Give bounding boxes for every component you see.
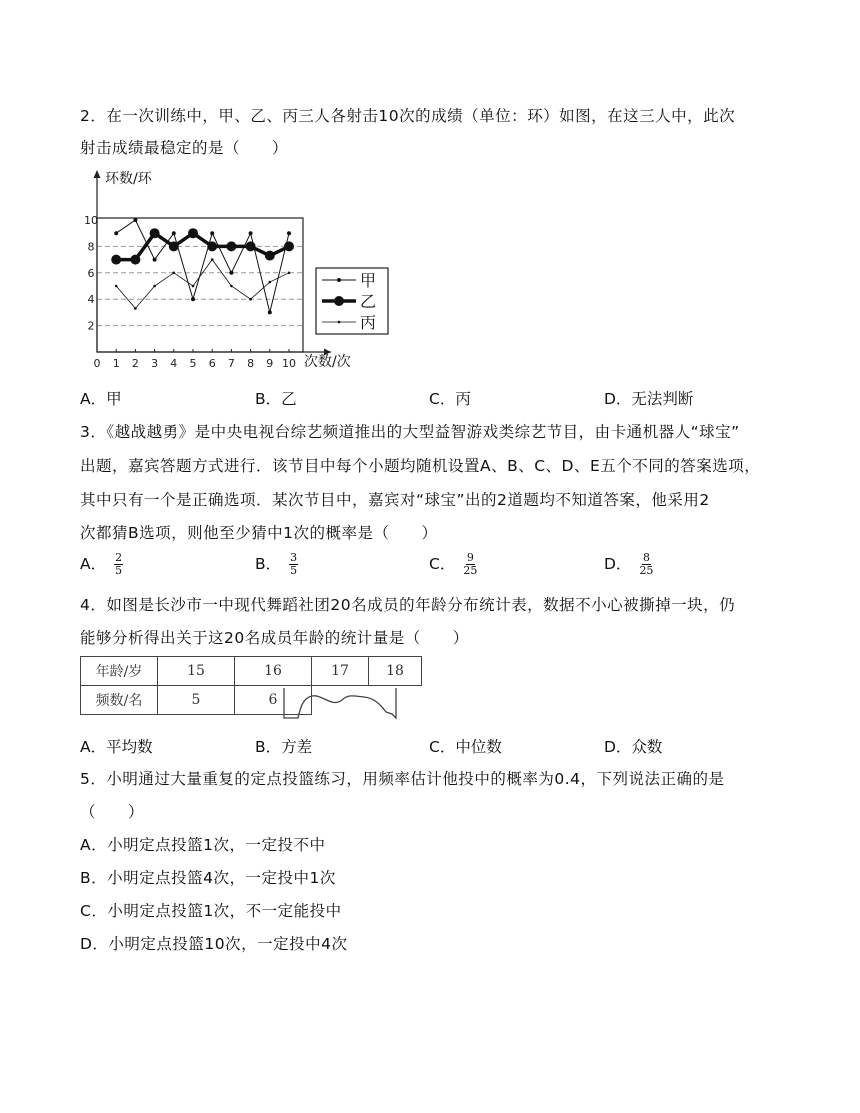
table-cell: 16 <box>235 657 312 686</box>
q3-option-b[interactable] <box>255 552 298 577</box>
q3-option-b-label: B． <box>255 555 282 573</box>
q5-option-a[interactable]: A．小明定点投篮1次，一定投不中 <box>80 836 326 854</box>
series-line-0 <box>116 220 289 312</box>
y-axis-arrow-icon <box>94 170 101 178</box>
q4-option-c[interactable]: C．中位数 <box>429 738 502 756</box>
legend-marker-0 <box>337 278 341 282</box>
q2-option-b[interactable]: B．乙 <box>255 390 297 408</box>
y-tick-label: 10 <box>84 214 98 227</box>
q3-option-d-fraction <box>639 552 653 577</box>
series-point-2 <box>269 281 272 284</box>
x-tick-label: 0 <box>93 357 101 370</box>
series-point-2 <box>192 285 195 288</box>
q3-option-c-fraction <box>463 552 477 577</box>
table-cell: 17 <box>312 657 369 686</box>
x-tick-label: 6 <box>208 357 216 370</box>
series-point-1 <box>130 255 140 265</box>
q3-option-c[interactable] <box>429 552 477 577</box>
numerator: 8 <box>642 551 650 564</box>
q3-option-a[interactable] <box>80 552 123 577</box>
q2-stem-line1: 2．在一次训练中，甲、乙、丙三人各射击10次的成绩（单位：环）如图，在这三人中，此次 <box>80 107 736 125</box>
q4-option-d[interactable]: D．众数 <box>604 738 663 756</box>
x-tick-label: 9 <box>266 357 274 370</box>
q3-option-d[interactable] <box>604 552 653 577</box>
series-point-2 <box>288 272 291 275</box>
y-tick-label: 6 <box>87 266 95 280</box>
legend-label-0: 甲 <box>360 271 377 290</box>
q4-option-a[interactable]: A．平均数 <box>80 738 153 756</box>
series-point-0 <box>114 231 118 235</box>
q2-option-a[interactable]: A．甲 <box>80 390 122 408</box>
series-point-2 <box>134 307 137 310</box>
table-header-age: 年龄/岁 <box>81 657 158 686</box>
numerator: 3 <box>290 551 298 564</box>
series-point-2 <box>173 272 176 275</box>
x-tick-label: 7 <box>227 357 235 370</box>
x-tick-label: 1 <box>112 357 120 370</box>
q4-stem-line1: 4．如图是长沙市一中现代舞蹈社团20名成员的年龄分布统计表，数据不小心被撕掉一块，仍 <box>80 596 736 614</box>
x-axis-label: 次数/次 <box>304 354 351 370</box>
series-point-1 <box>284 241 294 251</box>
series-point-0 <box>172 231 176 235</box>
series-point-1 <box>207 241 217 251</box>
denominator: 25 <box>463 564 478 577</box>
x-tick-label: 10 <box>282 357 296 370</box>
q3-stem-line3: 其中只有一个是正确选项．某次节目中，嘉宾对“球宝”出的2道题均不知道答案，他采用2 <box>80 491 710 509</box>
series-point-1 <box>246 241 256 251</box>
series-point-2 <box>211 258 214 261</box>
q4-option-b[interactable]: B．方差 <box>255 738 313 756</box>
q5-stem-line2: （ ） <box>80 803 145 821</box>
series-point-0 <box>210 231 214 235</box>
series-point-2 <box>153 285 156 288</box>
series-point-0 <box>229 271 233 275</box>
q3-option-a-fraction <box>114 552 123 577</box>
x-tick-label: 8 <box>247 357 255 370</box>
y-tick-label: 2 <box>87 319 95 333</box>
q5-option-c[interactable]: C．小明定点投篮1次，不一定能投中 <box>80 902 342 920</box>
numerator: 2 <box>115 551 123 564</box>
series-point-1 <box>265 251 275 261</box>
series-point-1 <box>111 255 121 265</box>
series-point-2 <box>230 285 233 288</box>
legend-marker-1 <box>334 296 344 306</box>
q5-stem-line1: 5．小明通过大量重复的定点投篮练习，用频率估计他投中的概率为0.4，下列说法正确的是 <box>80 770 725 788</box>
series-point-0 <box>153 258 157 262</box>
q3-option-d-label: D． <box>604 555 632 573</box>
table-row <box>81 657 422 686</box>
legend-label-2: 丙 <box>360 313 377 332</box>
x-tick-label: 3 <box>151 357 159 370</box>
denominator: 25 <box>639 564 654 577</box>
q5-option-b[interactable]: B．小明定点投篮4次，一定投中1次 <box>80 869 336 887</box>
series-point-2 <box>249 298 252 301</box>
table-cell: 18 <box>369 657 422 686</box>
q4-stem-line2: 能够分析得出关于这20名成员年龄的统计量是（ ） <box>80 629 469 647</box>
y-tick-label: 4 <box>87 293 95 307</box>
y-tick-label: 8 <box>87 240 95 254</box>
series-point-0 <box>191 297 195 301</box>
denominator: 5 <box>290 564 298 577</box>
legend-marker-2 <box>338 321 341 324</box>
table-header-frequency: 频数/名 <box>81 686 158 715</box>
q2-option-c[interactable]: C．丙 <box>429 390 471 408</box>
q3-stem-line1: 3．《越战越勇》是中央电视台综艺频道推出的大型益智游戏类综艺节目，由卡通机器人“球宝” <box>80 423 740 441</box>
series-point-2 <box>115 285 118 288</box>
q3-stem-line2: 出题，嘉宾答题方式进行．该节目中每个小题均随机设置A、B、C、D、E五个不同的答案选项， <box>80 457 761 475</box>
q3-option-c-label: C． <box>429 555 456 573</box>
q2-option-d[interactable]: D．无法判断 <box>604 390 694 408</box>
q5-option-d[interactable]: D．小明定点投篮10次，一定投中4次 <box>80 935 348 953</box>
table-cell: 15 <box>158 657 235 686</box>
q3-option-a-label: A． <box>80 555 107 573</box>
series-point-1 <box>226 241 236 251</box>
denominator: 5 <box>115 564 123 577</box>
x-tick-label: 5 <box>189 357 197 370</box>
series-point-1 <box>150 228 160 238</box>
table-cell: 5 <box>158 686 235 715</box>
x-tick-label: 2 <box>131 357 139 370</box>
series-point-1 <box>188 228 198 238</box>
q3-option-b-fraction <box>289 552 298 577</box>
y-axis-label: 环数/环 <box>105 171 152 187</box>
series-point-1 <box>169 241 179 251</box>
table-cell: 6 <box>235 686 312 715</box>
series-point-0 <box>249 231 253 235</box>
q2-stem-line2: 射击成绩最稳定的是（ ） <box>80 139 289 157</box>
torn-edge-icon <box>282 686 400 720</box>
x-tick-label: 4 <box>170 357 178 370</box>
numerator: 9 <box>466 551 474 564</box>
series-point-0 <box>287 231 291 235</box>
legend-label-1: 乙 <box>360 292 377 311</box>
q3-stem-line4: 次都猜B选项，则他至少猜中1次的概率是（ ） <box>80 524 438 542</box>
q2-line-chart <box>80 168 410 383</box>
series-point-0 <box>133 218 137 222</box>
series-point-0 <box>268 310 272 314</box>
